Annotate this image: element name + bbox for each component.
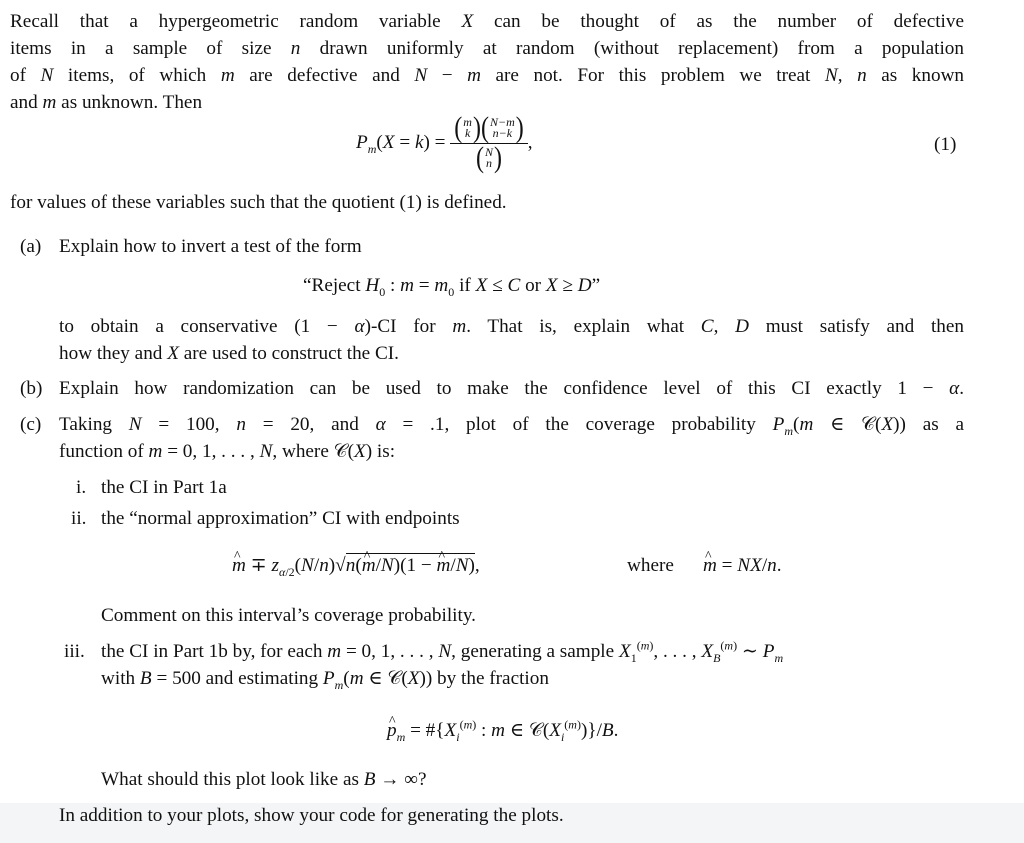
part-a-line-3: how they and X are used to construct the CI. — [59, 343, 399, 364]
normal-approx-formula: ^ $m \mp z_{\alpha/2}(N/n)√n(\^{}$ m/N)(1 − ^ m/N), — [232, 553, 480, 579]
part-b-text: Explain how randomization can be used to make the confidence level of this CI exactly 1 − α. — [59, 378, 964, 399]
part-c-label: (c) — [20, 414, 42, 435]
item-i-text: the CI in Part 1a — [101, 477, 227, 498]
equation-fraction — [450, 111, 527, 174]
item-iii-question: What should this plot look like as B → ∞? — [101, 769, 427, 790]
equation-1: $P_m(X = k)$ = ( m k ) ( N−m n−k ) ( N n ) , — [356, 111, 533, 174]
part-a-line-2: to obtain a conservative (1 − α)-CI for m. That is, explain what C, D must satisfy and then — [59, 316, 964, 337]
equation-number: (1) — [934, 134, 957, 155]
item-ii-label: ii. — [71, 508, 87, 529]
intro-line-3: of N items, of which m are defective and N − m are not. For this problem we treat N, n as known — [10, 65, 965, 86]
after-equation-text: for values of these variables such that the quotient (1) is defined. — [10, 192, 507, 213]
equation-lhs: $P_m(X = k)$ = — [356, 132, 446, 156]
part-a-label: (a) — [20, 236, 42, 257]
intro-line-1 — [10, 9, 964, 35]
fraction-estimator-formula: ^ $p_m$ = $\#\{X_i^{(m)}$ : m ∈ $𝒞(X_i^{(m)})\}/B$. — [387, 718, 618, 744]
item-ii-text: the “normal approximation” CI with endpoints — [101, 508, 460, 529]
intro-line-4: and m as unknown. Then — [10, 92, 203, 113]
closing-text: In addition to your plots, show your code for generating the plots. — [59, 805, 564, 826]
intro-line-1-text: Recall that a hypergeometric random variable X can be thought of as the number of defective — [10, 11, 964, 32]
part-a-line-1: Explain how to invert a test of the form — [59, 236, 362, 257]
item-iii-line-1: the CI in Part 1b by, for each m = 0, 1, . . . , N, generating a sample $X_1^{(m)}$, . . . , $X_B^{(m)}$ ∼ $P_m$ — [101, 638, 784, 665]
equation-numerator: ( m k ) ( N−m n−k ) — [450, 116, 527, 144]
part-c-line-2: function of m = 0, 1, . . . , N, where 𝒞(X) is: — [59, 441, 396, 462]
part-a-quote: “Reject $H_0$ : $m = m_0$ if X ≤ C or X ≥ D” — [303, 275, 601, 299]
item-iii-line-2: with B = 500 and estimating $P_m(m$ ∈ 𝒞(X)) by the fraction — [101, 668, 549, 692]
normal-approx-where: where — [627, 555, 674, 576]
item-i-label: i. — [76, 477, 87, 498]
part-c-line-1: Taking N = 100, n = 20, and α = .1, plot of the coverage probability $P_m(m$ ∈ 𝒞(X)) as a — [59, 414, 965, 438]
intro-line-2: items in a sample of size n drawn uniformly at random (without replacement) from a population — [10, 38, 964, 59]
normal-approx-estimator: ^ m = NX/n. — [703, 553, 782, 579]
equation-denominator: ( N n ) — [476, 141, 503, 174]
part-b-label: (b) — [20, 378, 43, 399]
item-iii-label: iii. — [64, 641, 85, 662]
item-ii-comment: Comment on this interval’s coverage probability. — [101, 605, 476, 626]
